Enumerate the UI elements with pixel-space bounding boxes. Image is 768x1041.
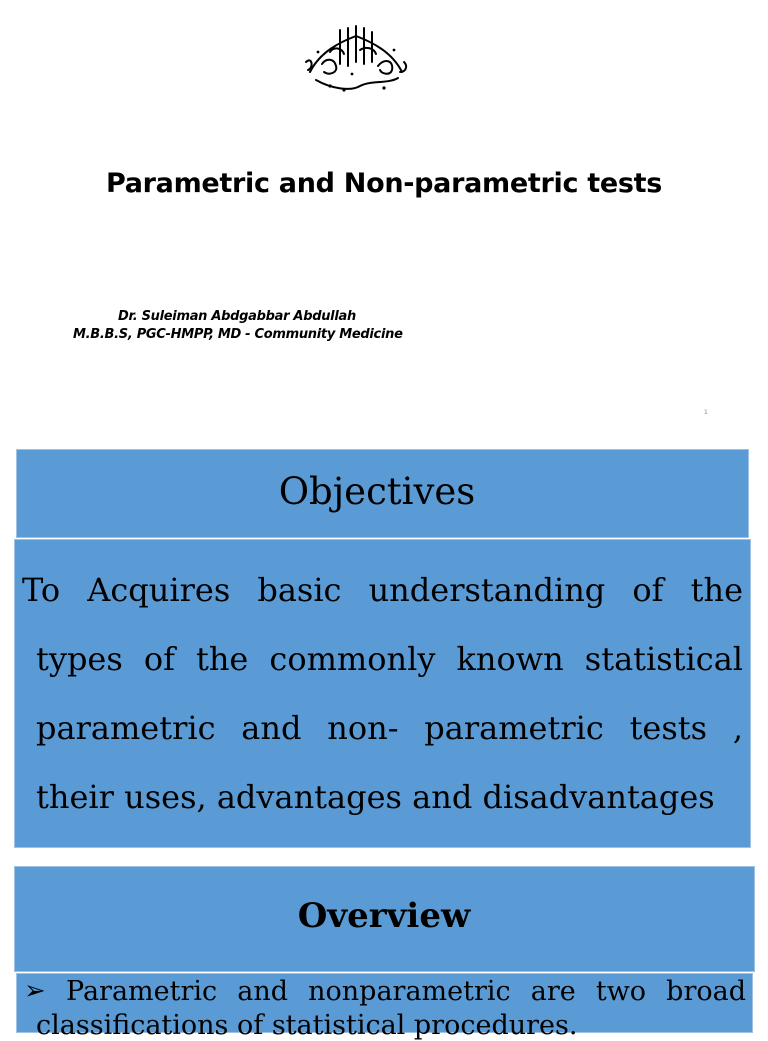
author-credentials: M.B.B.S, PGC-HMPP, MD - Community Medicine [73,327,403,342]
overview-line: Parametric and nonparametric are two broad [66,976,746,1007]
objectives-line: their uses, advantages and disadvantages [36,778,715,816]
arrow-bullet-icon: ➢ [24,976,46,1006]
overview-heading: Overview [297,896,471,936]
objectives-line: types of the commonly known statistical [36,640,743,678]
author-name: Dr. Suleiman Abdgabbar Abdullah [118,309,356,324]
objectives-line: parametric and non- parametric tests , [36,709,743,747]
slide-number: 1 [704,409,708,416]
overview-line: classifications of statistical procedures. [36,1010,578,1041]
objectives-line: To Acquires basic understanding of the [22,571,743,609]
bismillah-calligraphy-image [300,22,412,98]
slide-title: Parametric and Non-parametric tests [105,168,663,199]
objectives-heading: Objectives [278,470,476,513]
